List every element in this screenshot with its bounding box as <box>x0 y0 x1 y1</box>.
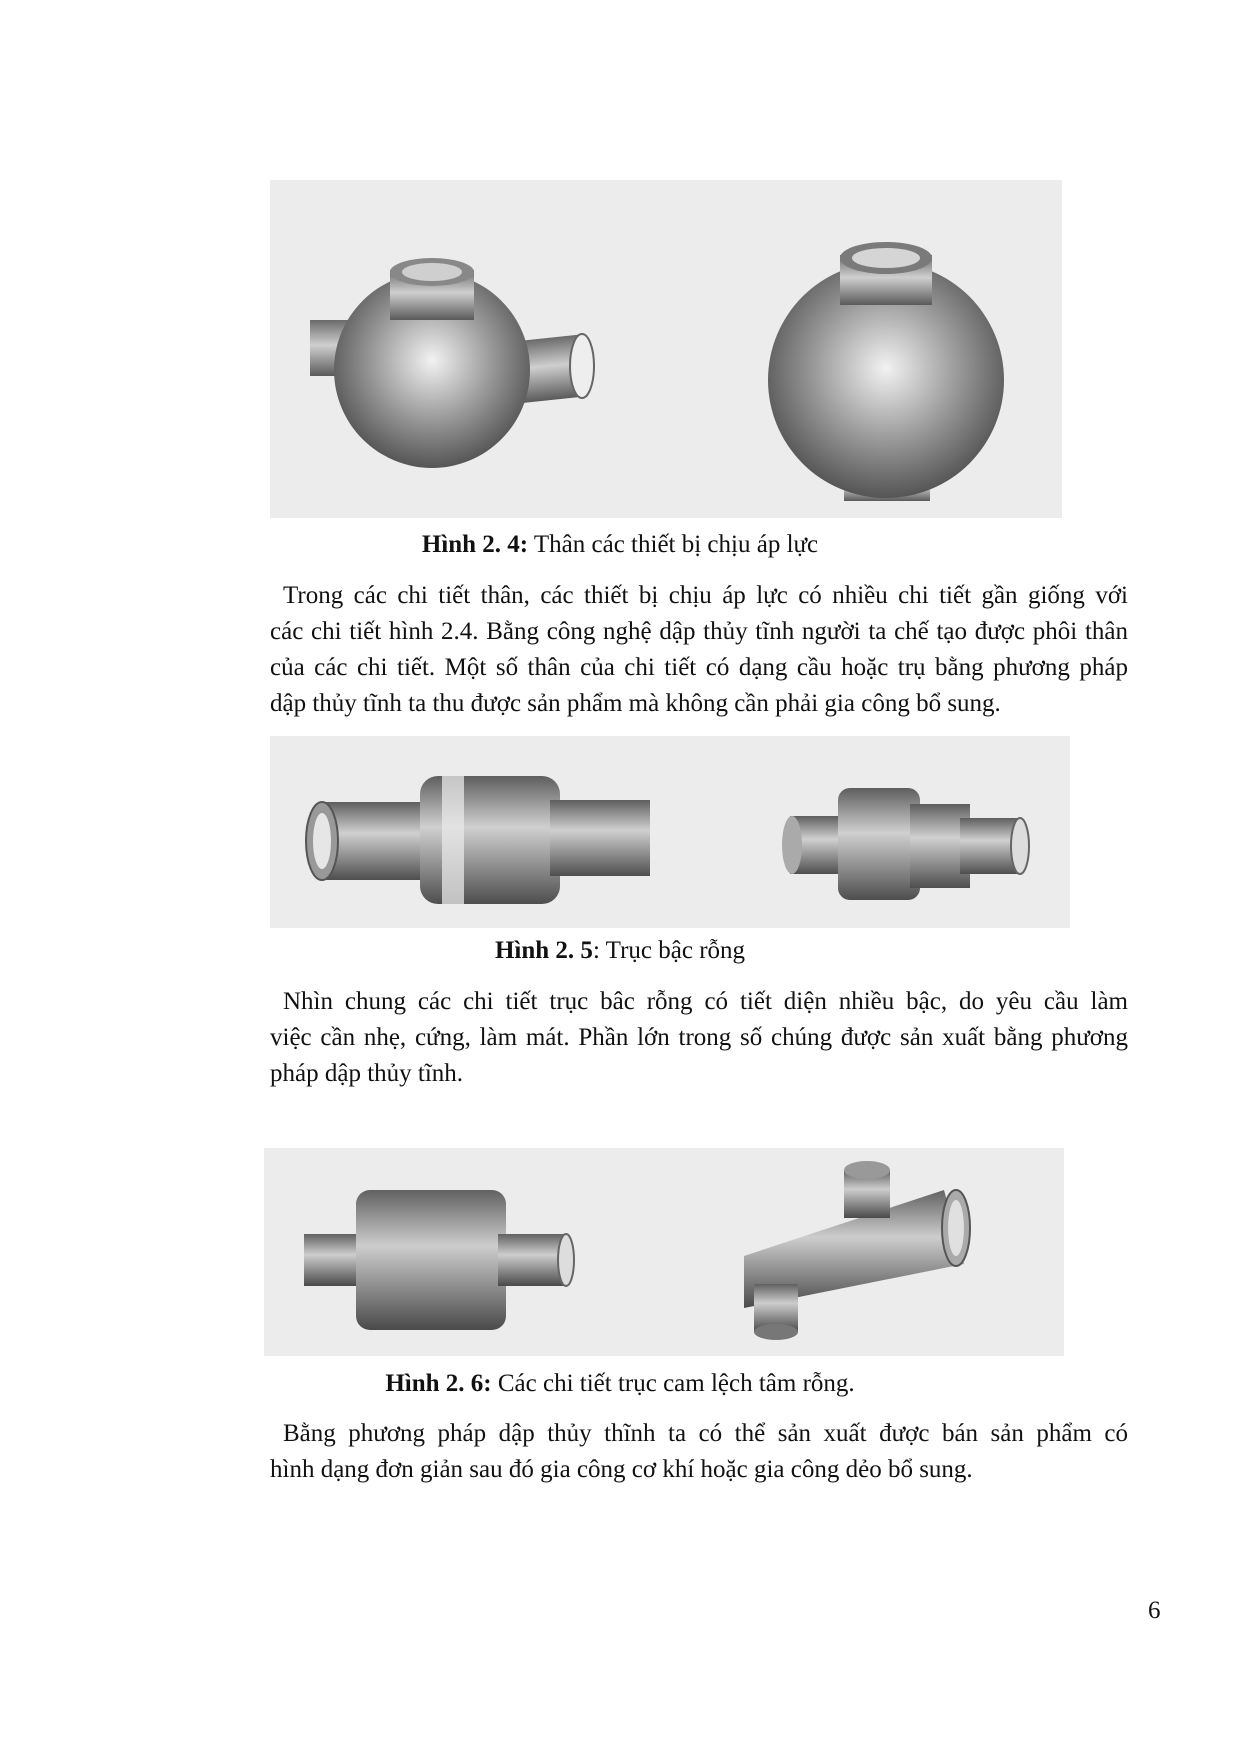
stepped-shaft-left-shape <box>306 776 650 904</box>
paragraph-1 <box>270 578 1128 722</box>
figure-2-6-text: Các chi tiết trục cam lệch tâm rỗng. <box>491 1370 855 1397</box>
page-number: 6 <box>1148 1597 1161 1624</box>
paragraph-2-line: Nhìn chung các chi tiết trục bâc rỗng có tiết diện nhiều bậc, do yêu cầu làm <box>283 988 1128 1015</box>
cam-shaft-right-shape <box>744 1161 970 1340</box>
paragraph-3-line: hình dạng đơn giản sau đó gia công cơ khí hoặc gia công dẻo bổ sung. <box>270 1456 973 1483</box>
paragraph-2-line: việc cần nhẹ, cứng, làm mát. Phần lớn trong số chúng được sản xuất bằng phương <box>270 1024 1128 1051</box>
figure-2-6-label: Hình 2. 6: <box>385 1370 492 1397</box>
figure-2-6-caption <box>0 1367 1240 1401</box>
tee-vessel-shape <box>310 258 594 468</box>
figure-2-6-image <box>264 1148 1064 1356</box>
paragraph-2 <box>270 984 1128 1092</box>
figure-2-4-label: Hình 2. 4: <box>421 531 529 558</box>
figure-2-4-text: Thân các thiết bị chịu áp lực <box>528 531 819 558</box>
figure-2-5-label: Hình 2. 5 <box>494 937 593 964</box>
stepped-shaft-right-shape <box>782 788 1029 900</box>
paragraph-1-line: dập thủy tĩnh ta thu được sản phẩm mà không cần phải gia công bổ sung. <box>270 690 1001 717</box>
paragraph-3 <box>270 1416 1128 1488</box>
paragraph-1-line: các chi tiết hình 2.4. Bằng công nghệ dập thủy tĩnh người ta chế tạo được phôi thân <box>270 618 1128 645</box>
paragraph-2-line: pháp dập thủy tĩnh. <box>270 1060 464 1087</box>
paragraph-1-line: Trong các chi tiết thân, các thiết bị chịu áp lực có nhiều chi tiết gần giống với <box>283 582 1128 609</box>
paragraph-3-line: Bằng phương pháp dập thủy thĩnh ta có thể sản xuất được bán sản phẩm có <box>283 1420 1128 1447</box>
figure-2-5-image <box>270 736 1070 928</box>
figure-2-5-text: : Trục bậc rỗng <box>592 937 746 964</box>
paragraph-1-line: của các chi tiết. Một số thân của chi tiết có dạng cầu hoặc trụ bằng phương pháp <box>270 654 1128 681</box>
figure-2-4-image <box>270 180 1062 518</box>
sphere-vessel-shape <box>768 242 1004 501</box>
figure-2-4-caption <box>0 528 1240 562</box>
figure-2-5-caption <box>0 934 1240 968</box>
cam-shaft-left-shape <box>304 1190 574 1330</box>
